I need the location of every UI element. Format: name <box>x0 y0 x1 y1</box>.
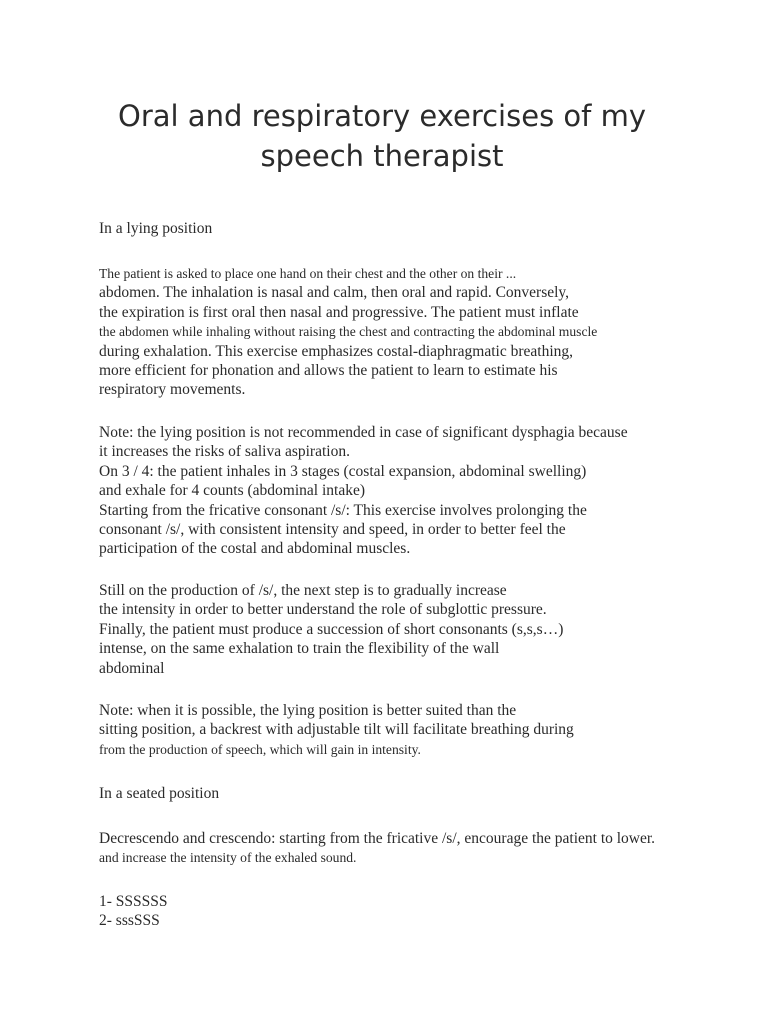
text-line: from the production of speech, which will gain in intensity. <box>99 741 421 757</box>
text-line: Finally, the patient must produce a succession of short consonants (s,s,s…) <box>99 620 564 638</box>
text-line: Decrescendo and crescendo: starting from the fricative /s/, encourage the patient to lower. <box>99 830 656 847</box>
text-line: more efficient for phonation and allows the patient to learn to estimate his <box>99 362 558 380</box>
paragraph-lying-1 <box>99 264 597 400</box>
text-line: Note: when it is possible, the lying position is better suited than the <box>99 702 517 719</box>
text-line: The patient is asked to place one hand on their chest and the other on their ... <box>99 266 517 281</box>
list-item: 2- sssSSS <box>99 912 160 930</box>
page-title <box>96 96 668 176</box>
text-line: abdomen. The inhalation is nasal and calm, then oral and rapid. Conversely, <box>99 284 570 302</box>
paragraph-seated-1 <box>99 829 655 868</box>
text-line: Starting from the fricative consonant /s/: This exercise involves prolonging the <box>99 501 587 519</box>
text-line: the expiration is first oral then nasal and progressive. The patient must inflate <box>99 303 579 321</box>
title-line-2: speech therapist <box>260 139 504 173</box>
text-line: Still on the production of /s/, the next step is to gradually increase <box>99 582 507 599</box>
paragraph-lying-3 <box>99 581 563 678</box>
text-line: abdominal <box>99 659 165 677</box>
section-heading-lying <box>99 219 212 238</box>
text-line: participation of the costal and abdominal muscles. <box>99 540 411 558</box>
paragraph-lying-2 <box>99 423 628 559</box>
title-line-1: Oral and respiratory exercises of my <box>118 99 646 133</box>
heading-text: In a seated position <box>99 785 220 802</box>
text-line: intense, on the same exhalation to train the flexibility of the wall <box>99 640 500 658</box>
section-heading-seated <box>99 784 219 803</box>
list-item: 1- SSSSSS <box>99 893 168 910</box>
text-line: and increase the intensity of the exhaled sound. <box>99 850 357 866</box>
text-line: consonant /s/, with consistent intensity and speed, in order to better feel the <box>99 521 566 539</box>
text-line: Note: the lying position is not recommended in case of significant dysphagia because <box>99 424 628 441</box>
text-line: On 3 / 4: the patient inhales in 3 stages (costal expansion, abdominal swelling) <box>99 462 587 480</box>
text-line: respiratory movements. <box>99 381 246 399</box>
text-line: during exhalation. This exercise emphasizes costal-diaphragmatic breathing, <box>99 342 574 360</box>
text-line: the intensity in order to better understand the role of subglottic pressure. <box>99 601 547 619</box>
paragraph-lying-4 <box>99 701 574 759</box>
text-line: it increases the risks of saliva aspiration. <box>99 443 350 461</box>
exercise-list <box>99 892 168 931</box>
text-line: and exhale for 4 counts (abdominal intake) <box>99 482 365 500</box>
heading-text: In a lying position <box>99 220 213 237</box>
text-line: the abdomen while inhaling without raising the chest and contracting the abdominal muscle <box>99 324 598 340</box>
text-line: sitting position, a backrest with adjustable tilt will facilitate breathing during <box>99 721 574 739</box>
